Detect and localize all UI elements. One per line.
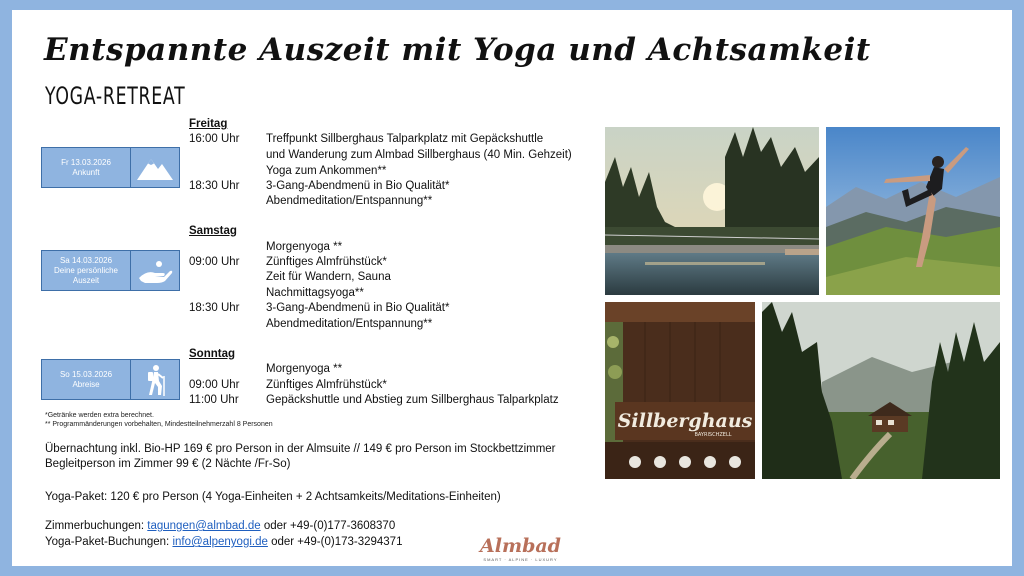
schedule-text: Morgenyoga ** [266,363,343,375]
hand-icon [131,251,179,290]
schedule-text: Yoga zum Ankommen** [266,165,387,177]
forest-hut-photo [762,302,1000,479]
page-subtitle: YOGA-RETREAT [45,82,186,110]
schedule-time: 18:30 Uhr [189,302,240,314]
schedule-text: und Wanderung zum Almbad Sillberghaus (40 Min. Gehzeit) [266,149,572,161]
badge-date: Fr 13.03.2026 [61,157,111,167]
day-heading-saturday: Samstag [189,225,237,237]
badge-label [42,148,131,187]
day-heading-friday: Freitag [189,118,228,130]
pool-sunset-photo [605,127,819,295]
schedule-text: 3-Gang-Abendmenü in Bio Qualität* [266,302,450,314]
mountain-icon [131,148,179,187]
badge-caption: Ankunft [72,167,100,177]
rooms-email-link[interactable]: tagungen@almbad.de [147,520,261,532]
logo-tagline: SMART · ALPINE · LUXURY [483,557,558,562]
badge-caption: Deine persönliche Auszeit [53,265,119,285]
yoga-email-link[interactable]: info@alpenyogi.de [172,536,268,548]
badge-date: So 15.03.2026 [59,369,113,379]
schedule-time: 09:00 Uhr [189,256,240,268]
schedule-text: Zeit für Wandern, Sauna [266,271,391,283]
contact-yoga [45,535,402,550]
schedule-text: Zünftiges Almfrühstück* [266,379,387,391]
schedule-text: 3-Gang-Abendmenü in Bio Qualität* [266,180,450,192]
schedule-text: Zünftiges Almfrühstück* [266,256,387,268]
schedule-time: 16:00 Uhr [189,133,240,145]
day-heading-sunday: Sonntag [189,348,235,360]
schedule-text: Abendmeditation/Entspannung** [266,195,433,207]
schedule-text: Treffpunkt Sillberghaus Talparkplatz mit Gepäckshuttle [266,133,544,145]
sillberghaus-sign-photo [605,302,755,479]
contact-label: Yoga-Paket-Buchungen: [45,536,173,548]
contact-label: Zimmerbuchungen: [45,520,148,532]
sign-subtext: BAYRISCHZELL [694,432,732,438]
schedule-text: Nachmittagsyoga** [266,287,364,299]
contact-rooms [45,519,395,534]
contact-phone: oder +49-(0)177-3608370 [260,520,396,532]
yoga-pose-photo [826,127,1000,295]
badge-label [42,360,131,399]
badge-caption: Abreise [72,379,100,389]
pricing-line: Übernachtung inkl. Bio-HP 169 € pro Person in der Almsuite // 149 € pro Person im Stockbettzimmer [45,443,556,455]
logo-wordmark: Almbad [480,535,561,557]
schedule-text: Morgenyoga ** [266,241,343,253]
schedule-time: 18:30 Uhr [189,180,240,192]
almbad-logo [480,535,561,562]
day-badge-saturday [41,250,180,291]
yoga-package: Yoga-Paket: 120 € pro Person (4 Yoga-Einheiten + 2 Achtsamkeits/Meditations-Einheiten) [45,491,501,503]
footnote: *Getränke werden extra berechnet. [45,412,154,419]
sign-text: Sillberghaus [617,410,753,432]
schedule-time: 11:00 Uhr [189,394,239,406]
badge-label [42,251,131,290]
day-badge-friday [41,147,180,188]
footnote: ** Programmänderungen vorbehalten, Mindestteilnehmerzahl 8 Personen [45,421,273,428]
pricing-line: Begleitperson im Zimmer 99 € (2 Nächte /Fr-So) [45,458,291,470]
contact-phone: oder +49-(0)173-3294371 [267,536,403,548]
day-badge-sunday [41,359,180,400]
page-title: Entspannte Auszeit mit Yoga und Achtsamkeit [44,32,871,68]
schedule-text: Abendmeditation/Entspannung** [266,318,433,330]
slide [12,10,1012,566]
schedule-text: Gepäckshuttle und Abstieg zum Sillberghaus Talparkplatz [266,394,559,406]
hiker-icon [131,360,179,399]
badge-date: Sa 14.03.2026 [59,255,113,265]
schedule-time: 09:00 Uhr [189,379,240,391]
